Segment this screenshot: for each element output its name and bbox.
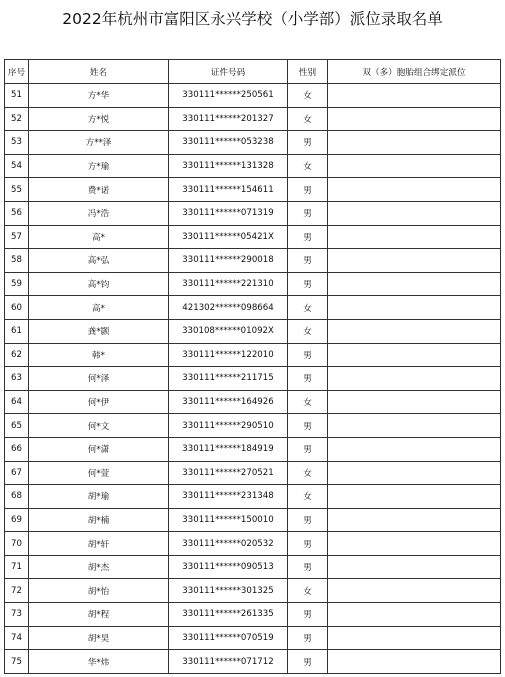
cell-seq: 51	[5, 84, 29, 108]
cell-twin-group	[328, 201, 501, 225]
table-row	[5, 343, 501, 367]
cell-seq: 72	[5, 579, 29, 603]
cell-id-number: 330111******154611	[169, 178, 288, 202]
header-seq: 序号	[5, 60, 29, 84]
cell-seq: 63	[5, 367, 29, 391]
cell-seq: 59	[5, 272, 29, 296]
cell-id-number: 330111******290018	[169, 249, 288, 273]
cell-seq: 64	[5, 390, 29, 414]
table-row	[5, 461, 501, 485]
cell-id-number: 330111******071712	[169, 650, 288, 674]
cell-name: 何*文	[29, 414, 169, 438]
cell-name: 高*	[29, 225, 169, 249]
cell-id-number: 330111******05421X	[169, 225, 288, 249]
cell-gender: 男	[288, 249, 328, 273]
cell-name: 方**泽	[29, 131, 169, 155]
header-gender: 性别	[288, 60, 328, 84]
cell-id-number: 330111******184919	[169, 437, 288, 461]
cell-seq: 55	[5, 178, 29, 202]
cell-id-number: 330111******221310	[169, 272, 288, 296]
cell-name: 冯*浩	[29, 201, 169, 225]
cell-seq: 53	[5, 131, 29, 155]
table-row	[5, 201, 501, 225]
table-body	[5, 84, 501, 674]
cell-gender: 女	[288, 107, 328, 131]
cell-name: 胡*瑜	[29, 485, 169, 509]
cell-twin-group	[328, 154, 501, 178]
table-row	[5, 390, 501, 414]
cell-gender: 女	[288, 390, 328, 414]
cell-name: 龚*颢	[29, 319, 169, 343]
cell-id-number: 330108******01092X	[169, 319, 288, 343]
cell-gender: 女	[288, 296, 328, 320]
table-row	[5, 532, 501, 556]
cell-twin-group	[328, 414, 501, 438]
cell-name: 方*悦	[29, 107, 169, 131]
cell-id-number: 330111******250561	[169, 84, 288, 108]
cell-twin-group	[328, 319, 501, 343]
table-row	[5, 225, 501, 249]
cell-name: 胡*怡	[29, 579, 169, 603]
cell-seq: 73	[5, 603, 29, 627]
table-row	[5, 485, 501, 509]
cell-gender: 女	[288, 84, 328, 108]
cell-seq: 65	[5, 414, 29, 438]
cell-id-number: 330111******301325	[169, 579, 288, 603]
cell-seq: 70	[5, 532, 29, 556]
cell-seq: 56	[5, 201, 29, 225]
cell-twin-group	[328, 485, 501, 509]
table-row	[5, 367, 501, 391]
cell-name: 胡*轩	[29, 532, 169, 556]
cell-seq: 52	[5, 107, 29, 131]
table-row	[5, 84, 501, 108]
cell-id-number: 330111******090513	[169, 555, 288, 579]
cell-name: 胡*杰	[29, 555, 169, 579]
cell-gender: 男	[288, 508, 328, 532]
cell-twin-group	[328, 437, 501, 461]
cell-twin-group	[328, 272, 501, 296]
cell-name: 高*钧	[29, 272, 169, 296]
cell-gender: 女	[288, 461, 328, 485]
table-row	[5, 178, 501, 202]
table-row	[5, 555, 501, 579]
cell-name: 胡*楠	[29, 508, 169, 532]
cell-seq: 66	[5, 437, 29, 461]
cell-id-number: 330111******164926	[169, 390, 288, 414]
cell-id-number: 330111******261335	[169, 603, 288, 627]
cell-twin-group	[328, 343, 501, 367]
table-row	[5, 508, 501, 532]
cell-gender: 男	[288, 532, 328, 556]
cell-id-number: 330111******053238	[169, 131, 288, 155]
cell-id-number: 421302******098664	[169, 296, 288, 320]
cell-seq: 61	[5, 319, 29, 343]
cell-seq: 58	[5, 249, 29, 273]
cell-twin-group	[328, 555, 501, 579]
header-id-number: 证件号码	[169, 60, 288, 84]
cell-twin-group	[328, 225, 501, 249]
cell-gender: 男	[288, 343, 328, 367]
cell-gender: 男	[288, 367, 328, 391]
cell-twin-group	[328, 84, 501, 108]
cell-twin-group	[328, 296, 501, 320]
cell-name: 何*萱	[29, 461, 169, 485]
cell-id-number: 330111******150010	[169, 508, 288, 532]
cell-id-number: 330111******231348	[169, 485, 288, 509]
cell-gender: 女	[288, 579, 328, 603]
cell-gender: 男	[288, 414, 328, 438]
table-row	[5, 626, 501, 650]
cell-gender: 女	[288, 319, 328, 343]
cell-seq: 74	[5, 626, 29, 650]
cell-gender: 男	[288, 272, 328, 296]
cell-name: 胡*昊	[29, 626, 169, 650]
cell-name: 何*泽	[29, 367, 169, 391]
table-row	[5, 437, 501, 461]
cell-seq: 60	[5, 296, 29, 320]
header-name: 姓名	[29, 60, 169, 84]
cell-twin-group	[328, 390, 501, 414]
cell-name: 韩*	[29, 343, 169, 367]
table-row	[5, 319, 501, 343]
admission-list-table	[4, 59, 501, 674]
cell-name: 何*伊	[29, 390, 169, 414]
table-header-row	[5, 60, 501, 84]
cell-id-number: 330111******071319	[169, 201, 288, 225]
cell-gender: 男	[288, 626, 328, 650]
table-row	[5, 296, 501, 320]
cell-twin-group	[328, 508, 501, 532]
table-row	[5, 131, 501, 155]
cell-gender: 男	[288, 178, 328, 202]
table-row	[5, 650, 501, 674]
cell-gender: 男	[288, 650, 328, 674]
table-row	[5, 579, 501, 603]
cell-name: 高*弘	[29, 249, 169, 273]
cell-twin-group	[328, 603, 501, 627]
cell-twin-group	[328, 249, 501, 273]
cell-name: 胡*程	[29, 603, 169, 627]
cell-seq: 54	[5, 154, 29, 178]
cell-name: 华*炜	[29, 650, 169, 674]
table-row	[5, 154, 501, 178]
cell-seq: 68	[5, 485, 29, 509]
cell-gender: 男	[288, 555, 328, 579]
cell-seq: 75	[5, 650, 29, 674]
table-row	[5, 107, 501, 131]
cell-gender: 男	[288, 225, 328, 249]
cell-gender: 女	[288, 485, 328, 509]
cell-name: 方*瑜	[29, 154, 169, 178]
cell-twin-group	[328, 131, 501, 155]
cell-twin-group	[328, 107, 501, 131]
cell-gender: 男	[288, 131, 328, 155]
cell-seq: 57	[5, 225, 29, 249]
cell-seq: 67	[5, 461, 29, 485]
cell-gender: 男	[288, 201, 328, 225]
cell-id-number: 330111******290510	[169, 414, 288, 438]
cell-twin-group	[328, 461, 501, 485]
cell-twin-group	[328, 650, 501, 674]
cell-gender: 女	[288, 154, 328, 178]
cell-name: 费*诺	[29, 178, 169, 202]
header-twin-group: 双（多）胞胎组合绑定派位	[328, 60, 501, 84]
cell-name: 方*华	[29, 84, 169, 108]
cell-id-number: 330111******020532	[169, 532, 288, 556]
cell-id-number: 330111******070519	[169, 626, 288, 650]
cell-id-number: 330111******122010	[169, 343, 288, 367]
cell-twin-group	[328, 626, 501, 650]
page-title: 2022年杭州市富阳区永兴学校（小学部）派位录取名单	[62, 10, 443, 28]
table-row	[5, 603, 501, 627]
cell-name: 高*	[29, 296, 169, 320]
cell-name: 何*潇	[29, 437, 169, 461]
cell-id-number: 330111******131328	[169, 154, 288, 178]
table-row	[5, 249, 501, 273]
cell-seq: 69	[5, 508, 29, 532]
cell-twin-group	[328, 579, 501, 603]
cell-id-number: 330111******270521	[169, 461, 288, 485]
cell-gender: 男	[288, 603, 328, 627]
cell-id-number: 330111******211715	[169, 367, 288, 391]
cell-gender: 男	[288, 437, 328, 461]
table-row	[5, 414, 501, 438]
cell-seq: 71	[5, 555, 29, 579]
cell-id-number: 330111******201327	[169, 107, 288, 131]
cell-twin-group	[328, 178, 501, 202]
table-row	[5, 272, 501, 296]
cell-twin-group	[328, 367, 501, 391]
cell-seq: 62	[5, 343, 29, 367]
cell-twin-group	[328, 532, 501, 556]
